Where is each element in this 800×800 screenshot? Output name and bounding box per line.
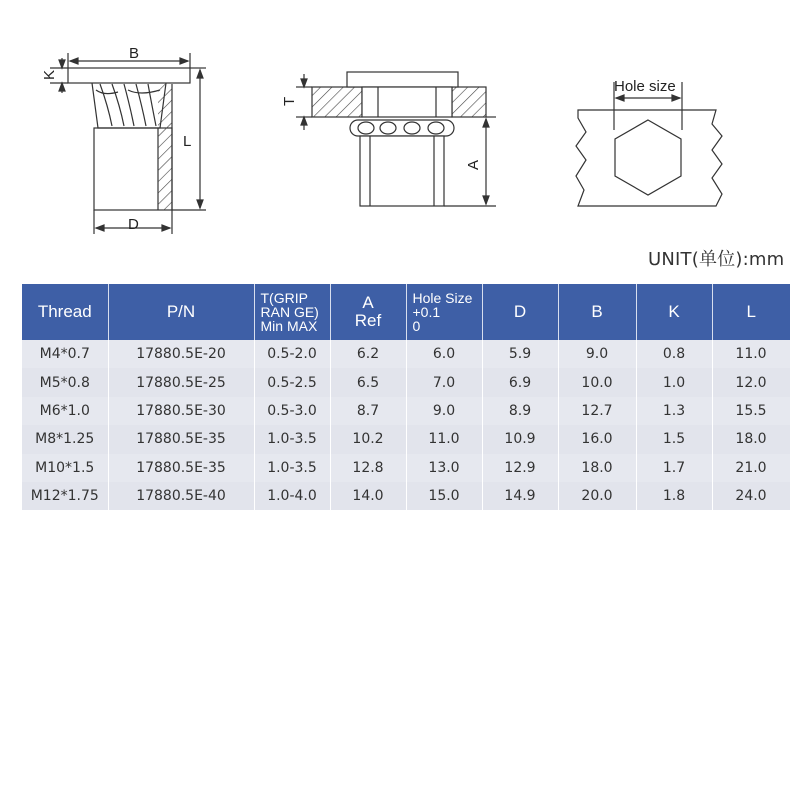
header-d: D bbox=[482, 284, 558, 340]
cell-hole: 6.0 bbox=[406, 340, 482, 368]
cell-a: 8.7 bbox=[330, 397, 406, 425]
cell-b: 20.0 bbox=[558, 482, 636, 510]
header-grip-range: T(GRIP RAN GE) Min MAX bbox=[254, 284, 330, 340]
cell-b: 10.0 bbox=[558, 368, 636, 396]
label-d: D bbox=[128, 216, 139, 233]
cell-hole: 13.0 bbox=[406, 454, 482, 482]
header-thread: Thread bbox=[22, 284, 108, 340]
cell-k: 1.0 bbox=[636, 368, 712, 396]
cell-pn: 17880.5E-40 bbox=[108, 482, 254, 510]
table-row bbox=[22, 454, 790, 482]
label-t: T bbox=[281, 96, 298, 106]
cell-d: 8.9 bbox=[482, 397, 558, 425]
label-hole-size: Hole size bbox=[614, 78, 676, 95]
cell-k: 1.5 bbox=[636, 425, 712, 453]
cell-grip: 1.0-3.5 bbox=[254, 425, 330, 453]
header-b: B bbox=[558, 284, 636, 340]
cell-l: 24.0 bbox=[712, 482, 790, 510]
table-row bbox=[22, 368, 790, 396]
hex-hole-view bbox=[576, 82, 722, 206]
cell-thread: M6*1.0 bbox=[22, 397, 108, 425]
cell-d: 12.9 bbox=[482, 454, 558, 482]
label-l: L bbox=[183, 133, 192, 150]
cell-grip: 0.5-2.0 bbox=[254, 340, 330, 368]
cell-l: 11.0 bbox=[712, 340, 790, 368]
cell-pn: 17880.5E-30 bbox=[108, 397, 254, 425]
table-row bbox=[22, 340, 790, 368]
table-row bbox=[22, 425, 790, 453]
cell-hole: 7.0 bbox=[406, 368, 482, 396]
cell-k: 0.8 bbox=[636, 340, 712, 368]
cell-b: 16.0 bbox=[558, 425, 636, 453]
cell-b: 9.0 bbox=[558, 340, 636, 368]
cell-thread: M10*1.5 bbox=[22, 454, 108, 482]
cell-a: 14.0 bbox=[330, 482, 406, 510]
cell-thread: M5*0.8 bbox=[22, 368, 108, 396]
cell-l: 12.0 bbox=[712, 368, 790, 396]
cell-d: 6.9 bbox=[482, 368, 558, 396]
cell-hole: 11.0 bbox=[406, 425, 482, 453]
table-header-row bbox=[22, 284, 790, 340]
technical-drawings bbox=[0, 0, 800, 240]
header-pn: P/N bbox=[108, 284, 254, 340]
header-hole-size: Hole Size +0.1 0 bbox=[406, 284, 482, 340]
header-k: K bbox=[636, 284, 712, 340]
label-k: K bbox=[41, 69, 58, 80]
cell-l: 18.0 bbox=[712, 425, 790, 453]
cell-l: 15.5 bbox=[712, 397, 790, 425]
cell-grip: 0.5-3.0 bbox=[254, 397, 330, 425]
cell-k: 1.8 bbox=[636, 482, 712, 510]
label-b: B bbox=[129, 45, 140, 62]
table-row bbox=[22, 397, 790, 425]
cell-a: 6.5 bbox=[330, 368, 406, 396]
unit-label: UNIT(单位):mm bbox=[648, 249, 785, 270]
cell-a: 12.8 bbox=[330, 454, 406, 482]
cell-b: 18.0 bbox=[558, 454, 636, 482]
cell-pn: 17880.5E-35 bbox=[108, 425, 254, 453]
cell-b: 12.7 bbox=[558, 397, 636, 425]
cell-thread: M12*1.75 bbox=[22, 482, 108, 510]
cell-d: 10.9 bbox=[482, 425, 558, 453]
cell-k: 1.7 bbox=[636, 454, 712, 482]
cell-hole: 9.0 bbox=[406, 397, 482, 425]
cell-grip: 1.0-4.0 bbox=[254, 482, 330, 510]
cell-pn: 17880.5E-20 bbox=[108, 340, 254, 368]
header-a-ref: A Ref bbox=[330, 284, 406, 340]
cell-l: 21.0 bbox=[712, 454, 790, 482]
cell-a: 6.2 bbox=[330, 340, 406, 368]
table-row bbox=[22, 482, 790, 510]
cell-thread: M8*1.25 bbox=[22, 425, 108, 453]
cell-grip: 0.5-2.5 bbox=[254, 368, 330, 396]
cell-k: 1.3 bbox=[636, 397, 712, 425]
cell-d: 5.9 bbox=[482, 340, 558, 368]
cell-d: 14.9 bbox=[482, 482, 558, 510]
cell-hole: 15.0 bbox=[406, 482, 482, 510]
label-a: A bbox=[465, 159, 482, 170]
cell-thread: M4*0.7 bbox=[22, 340, 108, 368]
header-l: L bbox=[712, 284, 790, 340]
cell-a: 10.2 bbox=[330, 425, 406, 453]
cell-pn: 17880.5E-35 bbox=[108, 454, 254, 482]
cell-pn: 17880.5E-25 bbox=[108, 368, 254, 396]
installed-rivet-nut bbox=[296, 72, 496, 206]
spec-table bbox=[22, 284, 791, 510]
cell-grip: 1.0-3.5 bbox=[254, 454, 330, 482]
